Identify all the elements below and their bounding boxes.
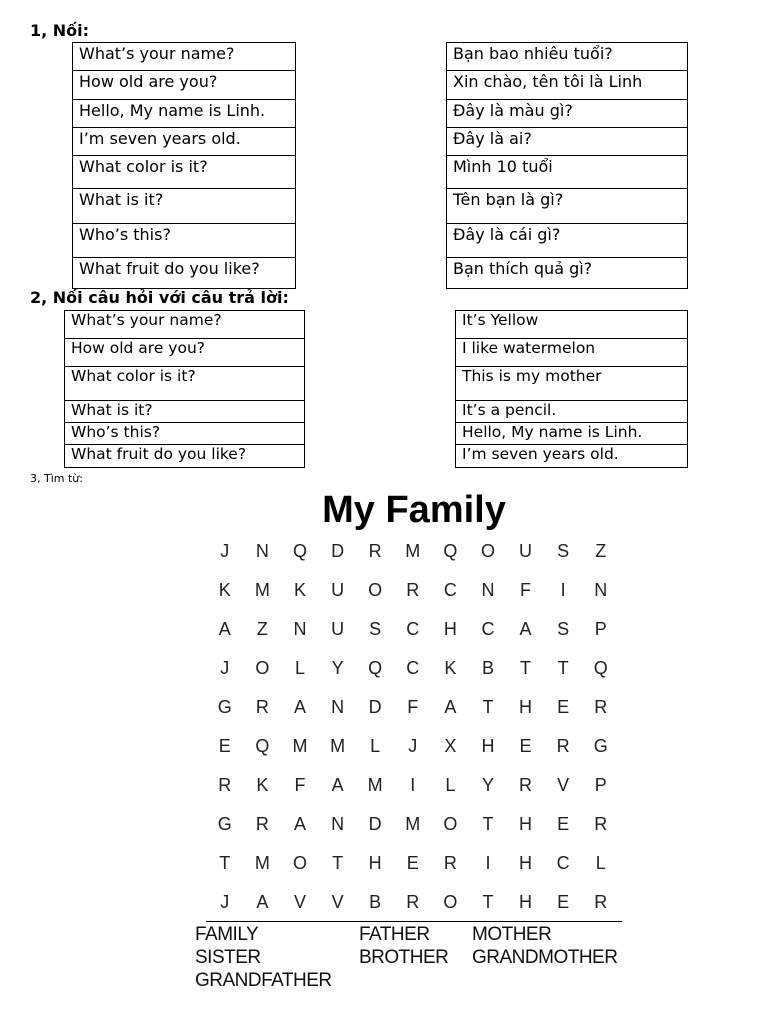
grid-letter: Z xyxy=(595,541,607,561)
grid-letter: Y xyxy=(331,658,344,678)
table-cell: Hello, My name is Linh. xyxy=(73,100,296,128)
grid-letter: N xyxy=(481,580,495,600)
grid-letter: O xyxy=(255,658,270,678)
table-cell: Mình 10 tuổi xyxy=(447,156,688,189)
table-cell: I like watermelon xyxy=(456,339,688,367)
table-cell: Bạn bao nhiêu tuổi? xyxy=(447,43,688,71)
grid-letter: S xyxy=(557,541,570,561)
grid-letter: O xyxy=(480,541,495,561)
grid-letter: U xyxy=(331,580,345,600)
grid-letter: A xyxy=(444,697,457,717)
grid-letter: G xyxy=(217,697,232,717)
grid-letter: N xyxy=(331,814,345,834)
grid-letter: M xyxy=(254,853,270,873)
grid-letter: F xyxy=(520,580,532,600)
word-search-grid xyxy=(206,540,620,930)
table-cell: What’s your name? xyxy=(65,311,305,339)
grid-letter: I xyxy=(410,775,416,795)
section2-heading: 2, Nối câu hỏi với câu trả lời: xyxy=(30,288,289,307)
grid-letter: O xyxy=(443,814,458,834)
grid-letter: C xyxy=(556,853,570,873)
grid-letter: M xyxy=(367,775,383,795)
grid-letter: Q xyxy=(443,541,458,561)
grid-letter: A xyxy=(218,619,231,639)
grid-letter: M xyxy=(330,736,346,756)
grid-letter: F xyxy=(407,697,419,717)
grid-letter: T xyxy=(557,658,569,678)
grid-letter: E xyxy=(557,697,570,717)
grid-letter: L xyxy=(370,736,381,756)
grid-letter: I xyxy=(560,580,566,600)
grid-letter: J xyxy=(220,892,230,912)
grid-letter: E xyxy=(557,892,570,912)
table-cell: Hello, My name is Linh. xyxy=(456,423,688,445)
grid-letter: R xyxy=(594,892,608,912)
grid-letter: D xyxy=(331,541,345,561)
grid-letter: N xyxy=(293,619,307,639)
table-cell: What’s your name? xyxy=(73,43,296,71)
grid-letter: V xyxy=(557,775,570,795)
grid-letter: T xyxy=(482,814,494,834)
grid-letter: E xyxy=(406,853,419,873)
grid-letter: C xyxy=(406,619,420,639)
word-list xyxy=(195,924,635,993)
section1-questions-table xyxy=(72,42,296,289)
table-cell: Xin chào, tên tôi là Linh xyxy=(447,71,688,100)
section2-questions-table xyxy=(64,310,305,468)
grid-letter: P xyxy=(594,775,607,795)
table-cell: Đây là ai? xyxy=(447,128,688,156)
grid-letter: H xyxy=(519,814,533,834)
grid-letter: H xyxy=(443,619,457,639)
grid-letter: H xyxy=(519,853,533,873)
divider xyxy=(206,921,622,922)
grid-letter: R xyxy=(594,814,608,834)
grid-letter: A xyxy=(293,697,306,717)
table-cell: Who’s this? xyxy=(73,224,296,258)
grid-letter: E xyxy=(557,814,570,834)
grid-letter: C xyxy=(481,619,495,639)
grid-letter: C xyxy=(443,580,457,600)
table-cell: It’s a pencil. xyxy=(456,401,688,423)
grid-letter: H xyxy=(519,697,533,717)
section2-answers-table xyxy=(455,310,688,468)
grid-letter: N xyxy=(331,697,345,717)
section1-heading: 1, Nối: xyxy=(30,21,90,40)
grid-letter: A xyxy=(293,814,306,834)
table-cell: What is it? xyxy=(65,401,305,423)
grid-letter: R xyxy=(255,814,269,834)
grid-letter: R xyxy=(218,775,232,795)
grid-letter: L xyxy=(445,775,456,795)
grid-letter: R xyxy=(556,736,570,756)
grid-letter: M xyxy=(254,580,270,600)
grid-letter: J xyxy=(408,736,418,756)
grid-letter: O xyxy=(368,580,383,600)
section3-heading: 3, Tìm từ: xyxy=(30,472,83,485)
table-cell: How old are you? xyxy=(65,339,305,367)
grid-letter: O xyxy=(443,892,458,912)
word-search-title: My Family xyxy=(322,489,506,531)
grid-letter: K xyxy=(256,775,269,795)
grid-letter: A xyxy=(519,619,532,639)
grid-letter: T xyxy=(332,853,344,873)
table-cell: Bạn thích quả gì? xyxy=(447,258,688,289)
grid-letter: K xyxy=(444,658,457,678)
grid-letter: M xyxy=(405,541,421,561)
grid-letter: R xyxy=(406,580,420,600)
grid-letter: Q xyxy=(593,658,608,678)
table-cell: I’m seven years old. xyxy=(456,445,688,468)
grid-letter: N xyxy=(255,541,269,561)
grid-letter: J xyxy=(220,541,230,561)
grid-letter: D xyxy=(368,814,382,834)
grid-letter: E xyxy=(519,736,532,756)
grid-letter: K xyxy=(218,580,231,600)
grid-letter: R xyxy=(443,853,457,873)
grid-letter: G xyxy=(217,814,232,834)
table-cell: Who’s this? xyxy=(65,423,305,445)
grid-letter: A xyxy=(256,892,269,912)
table-cell: What color is it? xyxy=(65,367,305,401)
grid-letter: T xyxy=(482,892,494,912)
table-cell: What color is it? xyxy=(73,156,296,189)
table-cell: It’s Yellow xyxy=(456,311,688,339)
grid-letter: X xyxy=(444,736,457,756)
grid-letter: D xyxy=(368,697,382,717)
grid-letter: T xyxy=(482,697,494,717)
grid-letter: K xyxy=(293,580,306,600)
table-cell: What is it? xyxy=(73,189,296,224)
grid-letter: S xyxy=(369,619,382,639)
grid-letter: T xyxy=(520,658,532,678)
grid-letter: R xyxy=(406,892,420,912)
grid-letter: R xyxy=(255,697,269,717)
grid-letter: O xyxy=(292,853,307,873)
grid-letter: V xyxy=(331,892,344,912)
grid-letter: J xyxy=(220,658,230,678)
grid-letter: U xyxy=(519,541,533,561)
grid-letter: L xyxy=(595,853,606,873)
word-list-item: FAMILY xyxy=(195,924,259,945)
grid-letter: E xyxy=(218,736,231,756)
grid-letter: H xyxy=(481,736,495,756)
grid-letter: P xyxy=(594,619,607,639)
grid-letter: R xyxy=(368,541,382,561)
table-cell: Đây là cái gì? xyxy=(447,224,688,258)
grid-letter: L xyxy=(294,658,305,678)
word-list-item: BROTHER xyxy=(359,947,449,968)
grid-letter: A xyxy=(331,775,344,795)
grid-letter: B xyxy=(369,892,382,912)
grid-letter: Q xyxy=(368,658,383,678)
grid-letter: R xyxy=(519,775,533,795)
grid-letter: N xyxy=(594,580,608,600)
grid-letter: H xyxy=(519,892,533,912)
grid-letter: B xyxy=(481,658,494,678)
table-cell: This is my mother xyxy=(456,367,688,401)
word-list-item: MOTHER xyxy=(472,924,552,945)
grid-letter: R xyxy=(594,697,608,717)
word-list-item: GRANDMOTHER xyxy=(472,947,618,968)
grid-letter: U xyxy=(331,619,345,639)
table-cell: Tên bạn là gì? xyxy=(447,189,688,224)
grid-letter: M xyxy=(405,814,421,834)
word-list-item: SISTER xyxy=(195,947,261,968)
table-cell: How old are you? xyxy=(73,71,296,100)
table-cell: What fruit do you like? xyxy=(73,258,296,289)
grid-letter: M xyxy=(292,736,308,756)
word-list-item: GRANDFATHER xyxy=(195,970,332,991)
grid-letter: H xyxy=(368,853,382,873)
grid-letter: S xyxy=(557,619,570,639)
grid-letter: C xyxy=(406,658,420,678)
grid-letter: T xyxy=(219,853,231,873)
grid-letter: Y xyxy=(481,775,494,795)
grid-letter: Q xyxy=(292,541,307,561)
table-cell: I’m seven years old. xyxy=(73,128,296,156)
word-list-item: FATHER xyxy=(359,924,430,945)
grid-letter: Q xyxy=(255,736,270,756)
grid-letter: V xyxy=(293,892,306,912)
grid-letter: F xyxy=(294,775,306,795)
table-cell: What fruit do you like? xyxy=(65,445,305,468)
grid-letter: G xyxy=(593,736,608,756)
grid-letter: Z xyxy=(256,619,268,639)
grid-letter: I xyxy=(485,853,491,873)
section1-answers-table xyxy=(446,42,688,289)
table-cell: Đây là màu gì? xyxy=(447,100,688,128)
